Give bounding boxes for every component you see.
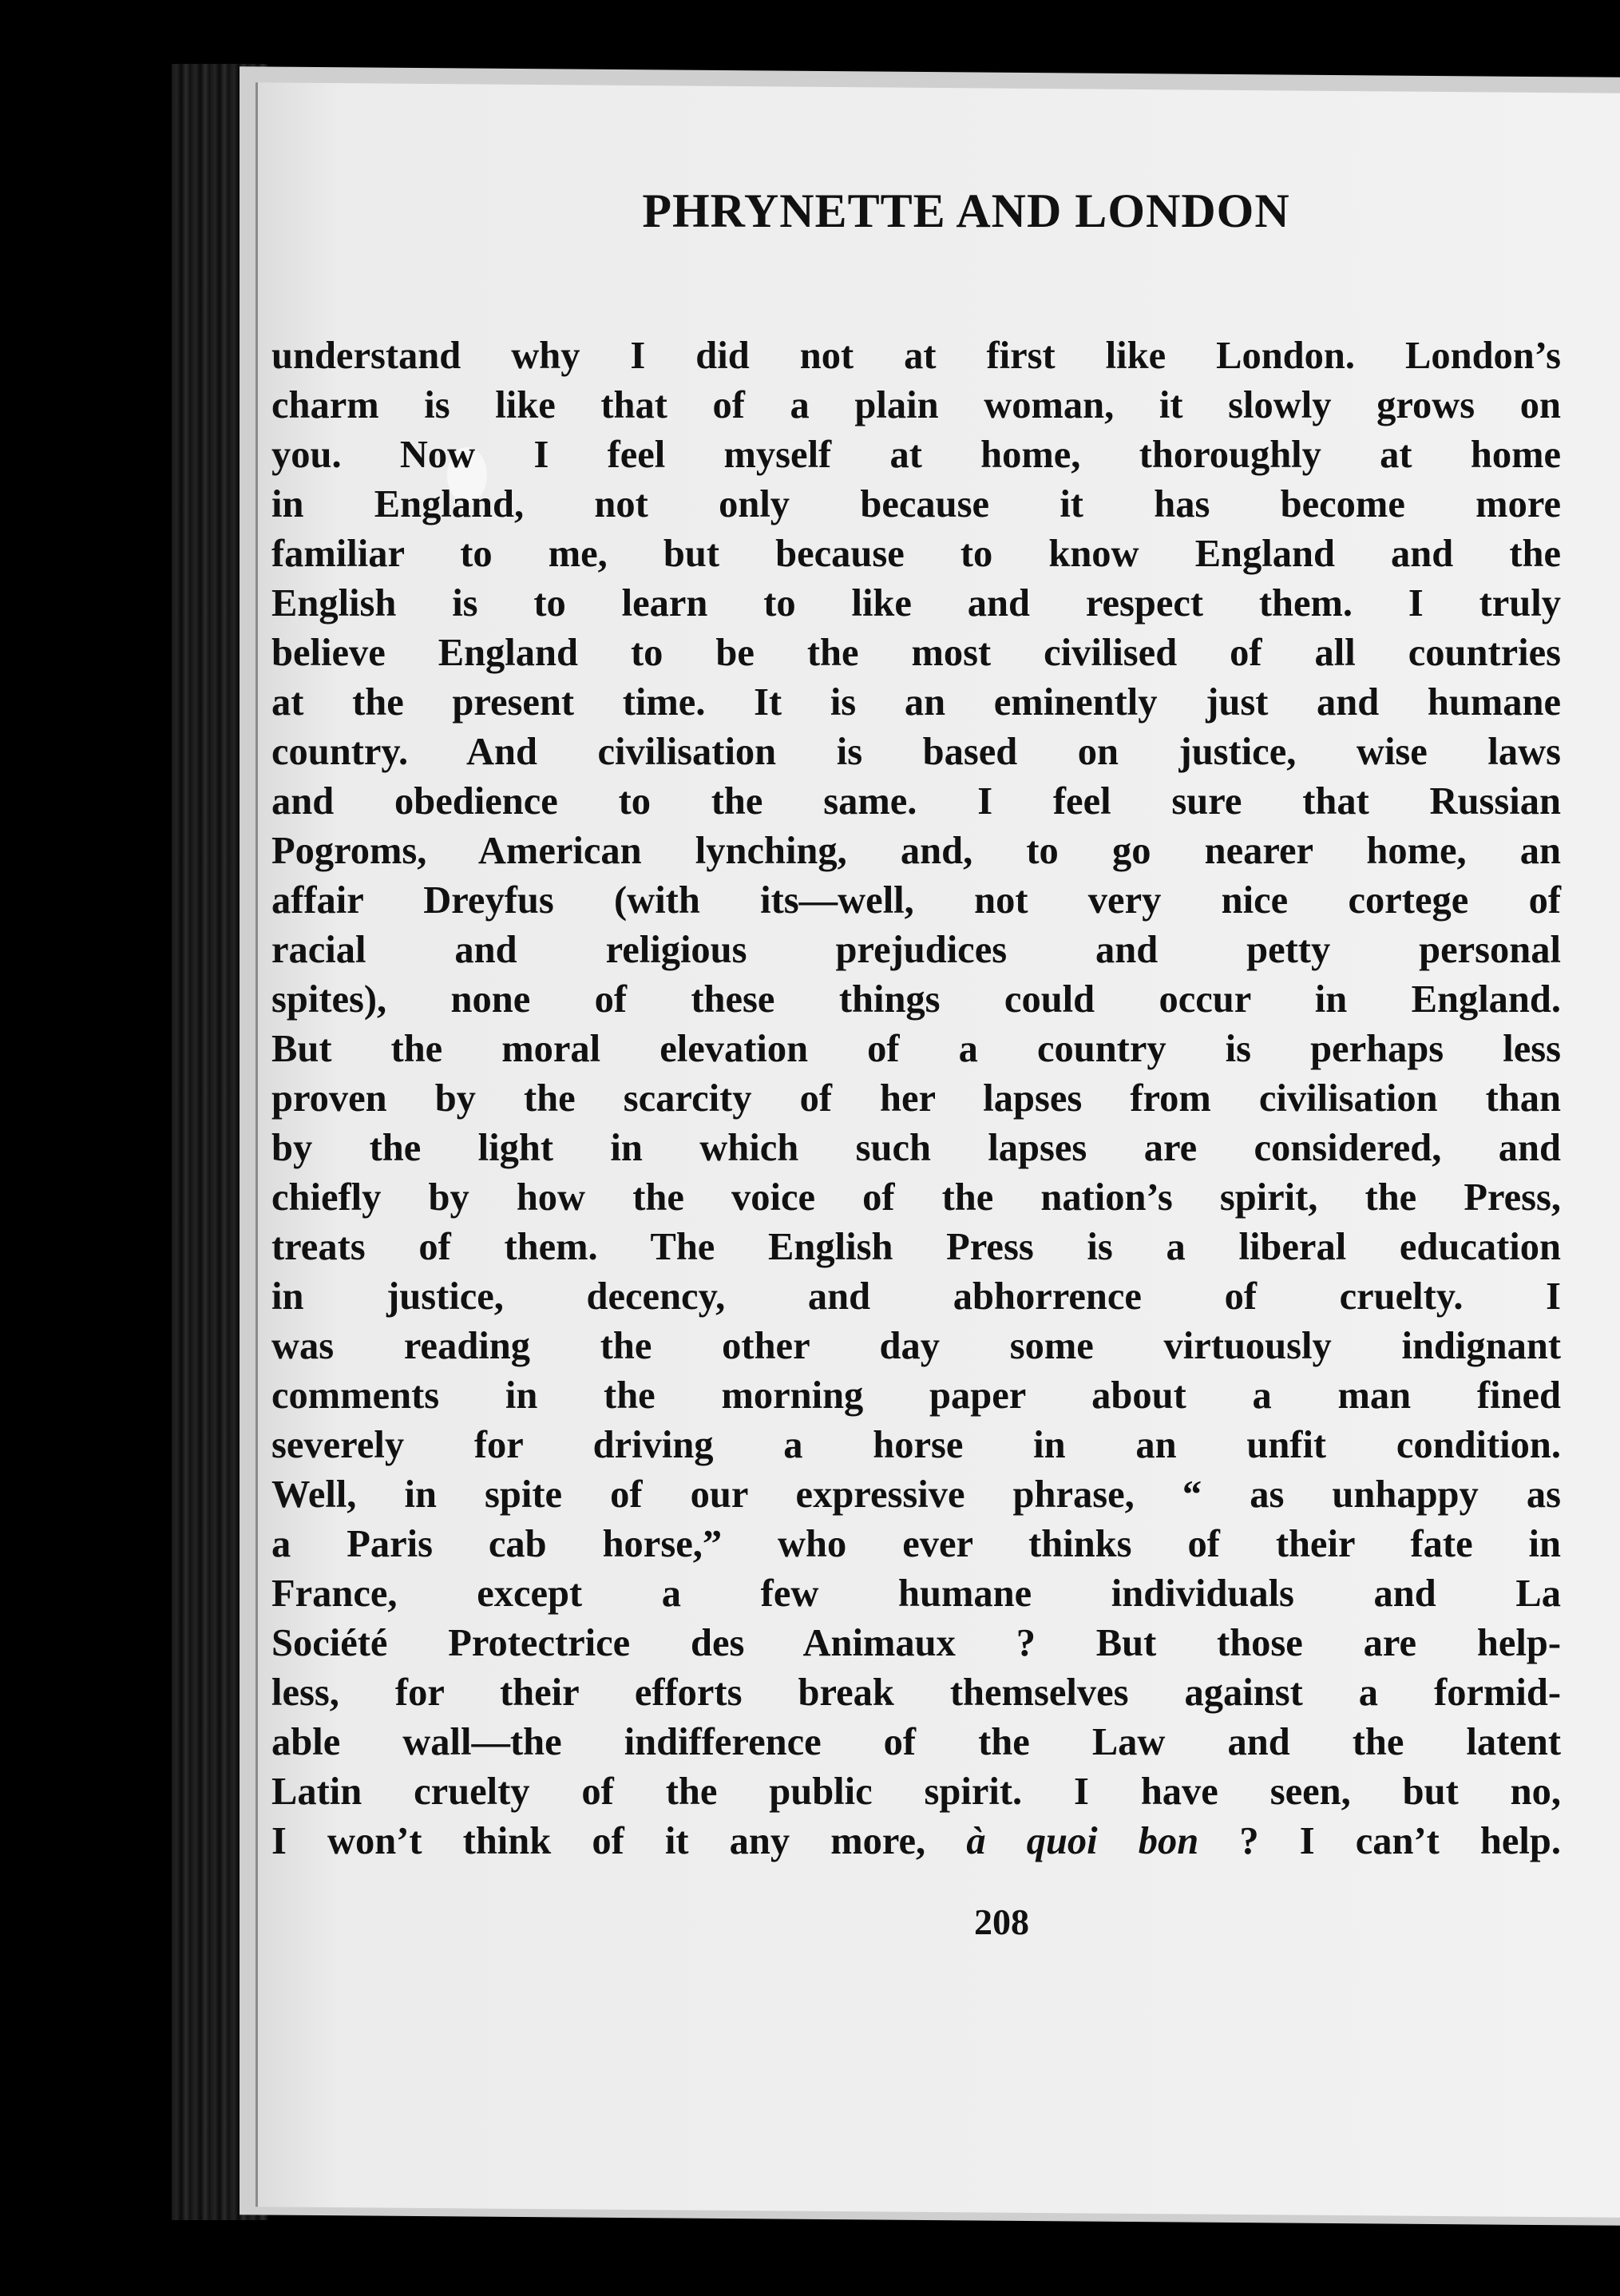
text-line: I won’t think of it any more, à quoi bon ? I can’t help. [271, 1820, 1562, 1862]
text-line: a Paris cab horse,” who ever thinks of their fate in [271, 1523, 1561, 1565]
text-line: by the light in which such lapses are considered, and [271, 1127, 1561, 1169]
text-line: France, except a few humane individuals and La [271, 1572, 1561, 1615]
text-line: Pogroms, American lynching, and, to go nearer home, an [271, 830, 1561, 872]
text-line: and obedience to the same. I feel sure that Russian [271, 780, 1561, 823]
text-line: Well, in spite of our expressive phrase, “ as unhappy as [271, 1473, 1561, 1516]
text-line: treats of them. The English Press is a liberal education [271, 1226, 1561, 1268]
page-number: 208 [974, 1901, 1029, 1942]
text-line: proven by the scarcity of her lapses from civilisation than [271, 1077, 1561, 1120]
text-line: severely for driving a horse in an unfit condition. [271, 1424, 1561, 1466]
text-line: Latin cruelty of the public spirit. I have seen, but no, [271, 1771, 1561, 1813]
text-line: able wall—the indifference of the Law and the latent [271, 1721, 1561, 1763]
text-line: understand why I did not at first like London. London’s [271, 335, 1561, 377]
text-line: chiefly by how the voice of the nation’s spirit, the Press, [271, 1176, 1561, 1219]
text-line: But the moral elevation of a country is perhaps less [271, 1028, 1561, 1070]
italic-phrase: à quoi bon [966, 1820, 1199, 1862]
text-line: racial and religious prejudices and petty personal [271, 929, 1561, 971]
text-line: familiar to me, but because to know England and the [271, 533, 1561, 575]
text-line: spites), none of these things could occur in England. [271, 978, 1561, 1021]
text-line: at the present time. It is an eminently just and humane [271, 681, 1561, 724]
text-line: in England, not only because it has become more [271, 483, 1561, 525]
text-line: you. Now I feel myself at home, thoroughly at home [271, 434, 1561, 476]
text-line: charm is like that of a plain woman, it slowly grows on [271, 384, 1561, 426]
text-line: was reading the other day some virtuously indignant [271, 1325, 1561, 1367]
running-head: PHRYNETTE AND LONDON [642, 184, 1290, 237]
text-line: in justice, decency, and abhorrence of cruelty. I [271, 1275, 1561, 1318]
text-line: comments in the morning paper about a man fined [271, 1374, 1561, 1417]
text-line: country. And civilisation is based on justice, wise laws [271, 731, 1561, 773]
text-line: believe England to be the most civilised of all countries [271, 632, 1561, 674]
body-text [271, 331, 1561, 1866]
text-line: Société Protectrice des Animaux ? But those are help- [271, 1622, 1561, 1664]
text-line: English is to learn to like and respect them. I truly [271, 582, 1561, 625]
text-line: affair Dreyfus (with its—well, not very nice cortege of [271, 879, 1561, 922]
text-line: less, for their efforts break themselves against a formid- [271, 1671, 1561, 1714]
